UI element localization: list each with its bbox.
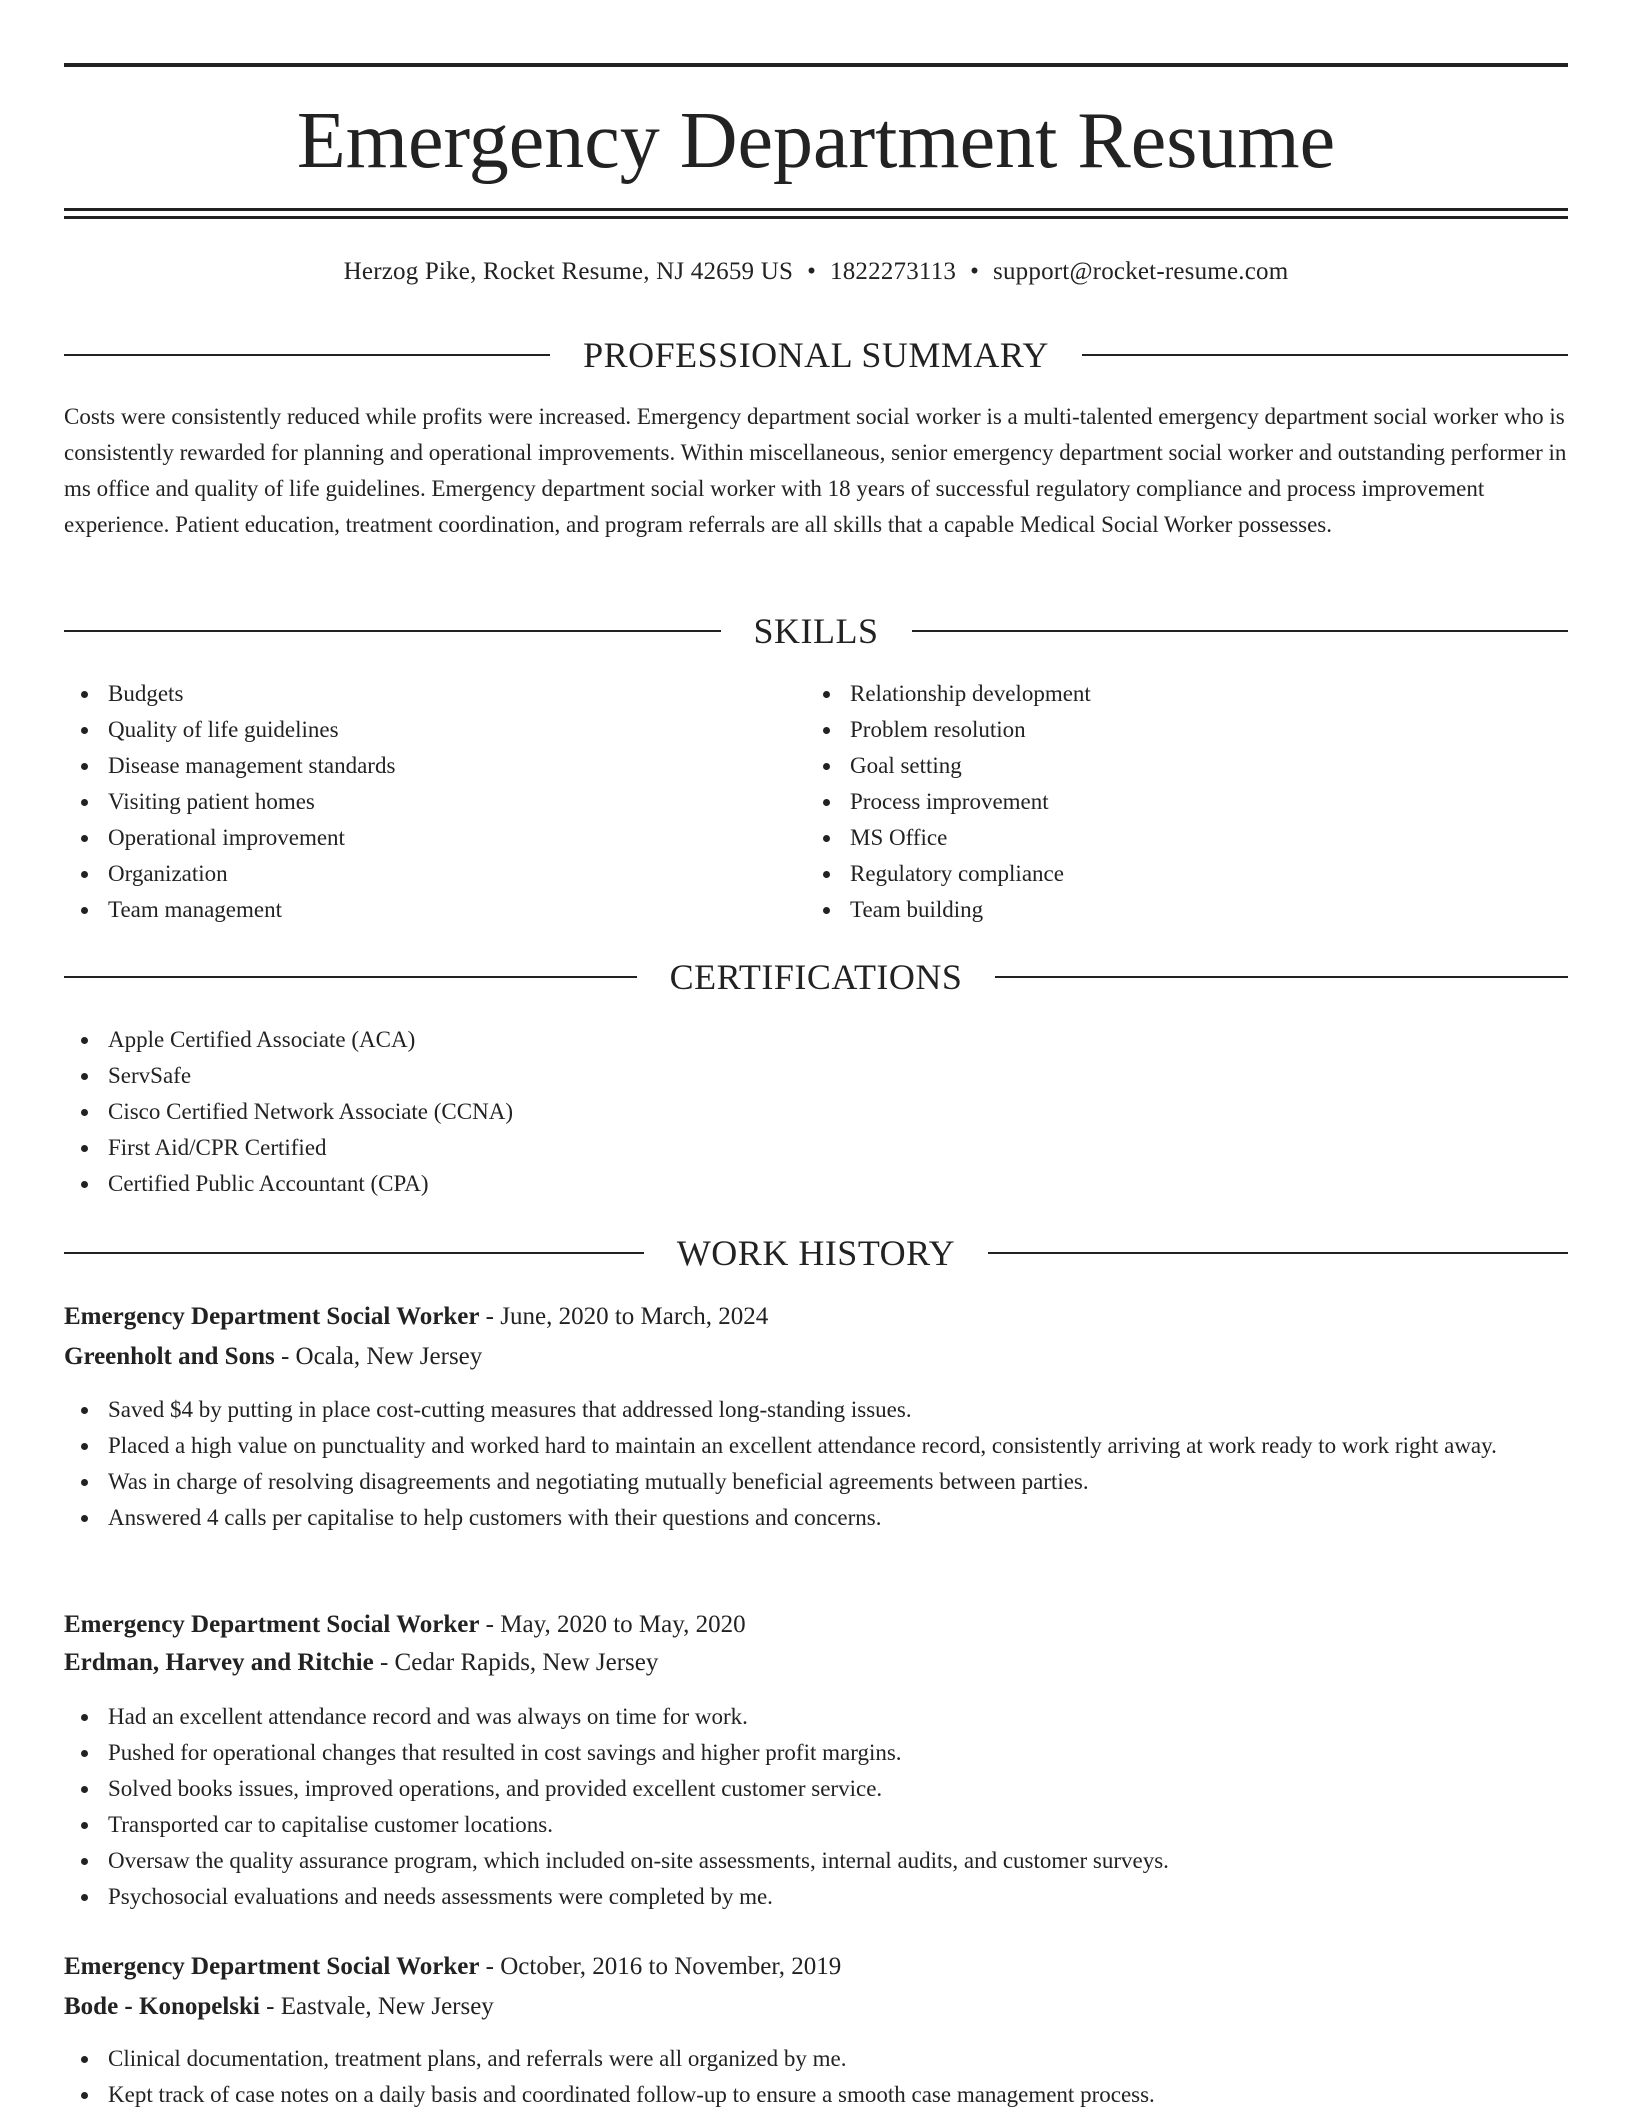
section-rule <box>1082 354 1568 356</box>
job-title-line <box>64 1607 1568 1643</box>
contact-line <box>64 254 1568 290</box>
skill-item: Problem resolution <box>806 712 1506 748</box>
certification-item: Certified Public Accountant (CPA) <box>64 1166 1568 1202</box>
job-location: - Eastvale, New Jersey <box>259 1993 494 2020</box>
certifications-list <box>64 1022 1568 1202</box>
job-company: Greenholt and Sons <box>64 1343 275 1370</box>
section-rule <box>64 1252 644 1254</box>
skill-item: Process improvement <box>806 784 1506 820</box>
certification-item: First Aid/CPR Certified <box>64 1130 1568 1166</box>
skill-item: Visiting patient homes <box>64 784 764 820</box>
job-company-line <box>64 1339 1568 1375</box>
job-dates: - October, 2016 to November, 2019 <box>479 1953 842 1980</box>
title-rule-lower <box>64 216 1568 219</box>
work-history-heading: WORK HISTORY <box>676 1233 956 1273</box>
skill-item: Quality of life guidelines <box>64 712 764 748</box>
certification-item: ServSafe <box>64 1058 1568 1094</box>
job-bullet: Clinical documentation, treatment plans, and referrals were all organized by me. <box>64 2041 1568 2077</box>
job-bullets <box>64 1392 1568 1536</box>
skill-item: Relationship development <box>806 676 1506 712</box>
top-rule <box>64 63 1568 67</box>
resume-title: Emergency Department Resume <box>296 97 1336 185</box>
job-bullet: Answered 4 calls per capitalise to help customers with their questions and concerns. <box>64 1500 1568 1536</box>
summary-section-header <box>64 333 1568 377</box>
job-bullet: Was in charge of resolving disagreements and negotiating mutually beneficial agreements between parties. <box>64 1464 1568 1500</box>
contact-separator: • <box>970 258 980 285</box>
section-rule <box>988 1252 1568 1254</box>
job-bullet: Transported car to capitalise customer locations. <box>64 1807 1568 1843</box>
job-bullet: Pushed for operational changes that resulted in cost savings and higher profit margins. <box>64 1735 1568 1771</box>
job-dates: - June, 2020 to March, 2024 <box>479 1303 769 1330</box>
work-history-section-header <box>64 1231 1568 1275</box>
job-location: - Cedar Rapids, New Jersey <box>373 1649 659 1676</box>
job-bullets <box>64 2041 1568 2113</box>
job-bullet: Psychosocial evaluations and needs assessments were completed by me. <box>64 1879 1568 1915</box>
contact-email: support@rocket-resume.com <box>993 258 1289 285</box>
contact-separator: • <box>807 258 817 285</box>
skill-item: MS Office <box>806 820 1506 856</box>
section-rule <box>64 976 637 978</box>
summary-text: Costs were consistently reduced while profits were increased. Emergency department social worker is a multi-talented emergency department social worker who is consistently rewarded for planning and operational improvements. Within miscellaneous, senior emergency department social worker and outstanding performer in ms office and quality of life guidelines. Emergency department social worker with 18 years of successful regulatory compliance and process improvement experience. Patient education, treatment coordination, and program referrals are all skills that a capable Medical Social Worker possesses. <box>64 404 1567 537</box>
section-rule <box>912 630 1569 632</box>
job-bullet: Kept track of case notes on a daily basis and coordinated follow-up to ensure a smooth case management process. <box>64 2077 1568 2113</box>
skill-item: Regulatory compliance <box>806 856 1506 892</box>
certifications-section-header <box>64 955 1568 999</box>
certification-item: Cisco Certified Network Associate (CCNA) <box>64 1094 1568 1130</box>
job-bullet: Oversaw the quality assurance program, which included on-site assessments, internal audits, and customer surveys. <box>64 1843 1568 1879</box>
job-bullet: Saved $4 by putting in place cost-cutting measures that addressed long-standing issues. <box>64 1392 1568 1428</box>
skills-heading: SKILLS <box>753 611 879 651</box>
certifications-heading: CERTIFICATIONS <box>669 957 963 997</box>
job-title-line <box>64 1299 1568 1335</box>
job-title: Emergency Department Social Worker <box>64 1611 480 1638</box>
certification-item: Apple Certified Associate (ACA) <box>64 1022 1568 1058</box>
job-company: Erdman, Harvey and Ritchie <box>64 1649 374 1676</box>
contact-phone: 1822273113 <box>830 258 957 285</box>
skills-section-header <box>64 609 1568 653</box>
job-title: Emergency Department Social Worker <box>64 1953 480 1980</box>
section-rule <box>995 976 1568 978</box>
job-dates: - May, 2020 to May, 2020 <box>479 1611 746 1638</box>
job-title: Emergency Department Social Worker <box>64 1303 480 1330</box>
skill-item: Team building <box>806 892 1506 928</box>
job-company-line <box>64 1645 1568 1681</box>
summary-heading: PROFESSIONAL SUMMARY <box>583 335 1049 375</box>
job-bullet: Had an excellent attendance record and was always on time for work. <box>64 1699 1568 1735</box>
skill-item: Operational improvement <box>64 820 764 856</box>
job-location: - Ocala, New Jersey <box>274 1343 483 1370</box>
job-company-line <box>64 1989 1568 2025</box>
skill-item: Team management <box>64 892 764 928</box>
title-rule-upper <box>64 208 1568 211</box>
section-rule <box>64 630 721 632</box>
job-company: Bode - Konopelski <box>64 1993 260 2020</box>
skill-item: Disease management standards <box>64 748 764 784</box>
job-bullets <box>64 1699 1568 1915</box>
skill-item: Organization <box>64 856 764 892</box>
job-bullet: Placed a high value on punctuality and worked hard to maintain an excellent attendance record, consistently arriving at work ready to work right away. <box>64 1428 1568 1464</box>
job-title-line <box>64 1949 1568 1985</box>
job-bullet: Solved books issues, improved operations, and provided excellent customer service. <box>64 1771 1568 1807</box>
skills-list-left <box>64 676 764 928</box>
skill-item: Goal setting <box>806 748 1506 784</box>
contact-address: Herzog Pike, Rocket Resume, NJ 42659 US <box>343 258 794 285</box>
skills-list-right <box>806 676 1506 928</box>
skill-item: Budgets <box>64 676 764 712</box>
section-rule <box>64 354 550 356</box>
